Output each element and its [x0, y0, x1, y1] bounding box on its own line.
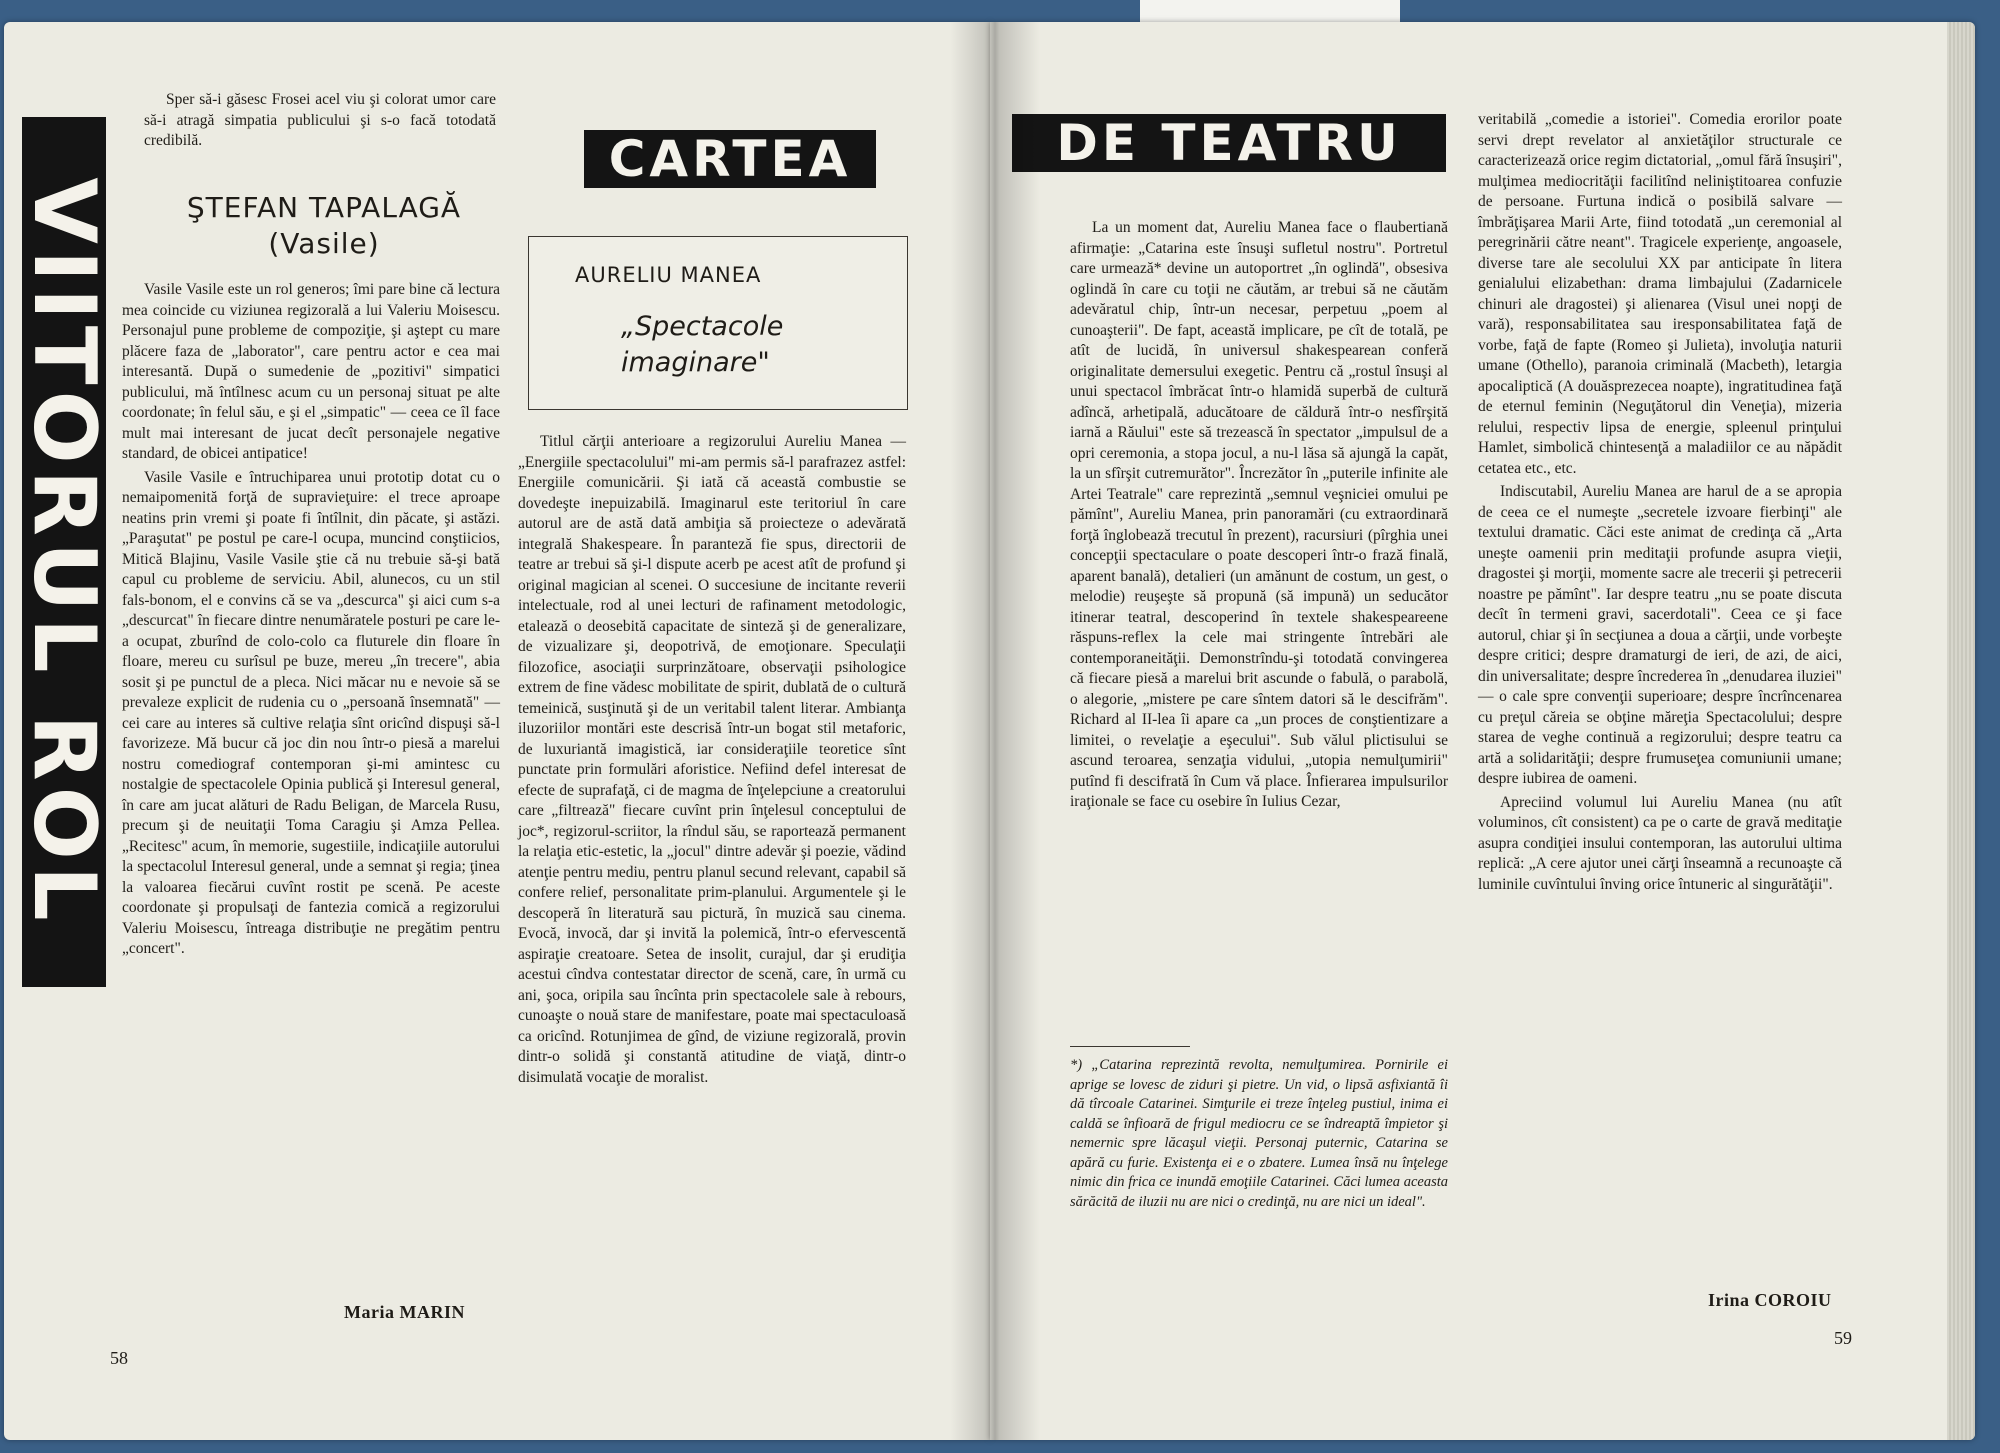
intro-paragraph-block	[144, 90, 496, 155]
book-title: „Spectacole imaginare"	[621, 311, 784, 378]
vertical-title-block	[14, 117, 114, 987]
paragraph: La un moment dat, Aureliu Manea face o flaubertiană afirmaţie: „Catarina este însuşi sufletul nostru". Portretul care urmează* devine un autoportret „în oglindă", obsesiva oglindă în care cu toţii ne căutăm, ar trebui să ne căutăm adevăratul chip, într-un necesar, perpetuu „poem al cunoaşterii". De fapt, această implicare, pe cît de totală, pe atît de lucidă, în universul shakespearean conferă originalitate demersului exegetic. Pentru că „rostul însuşi al unui spectacol îmbrăcat într-o hlamidă superbă de cultură adîncă, arhetipală, aducătoare de căldură într-o nesfîrşită iarnă a Răului" este să trezească în spectator „impulsul de a opri ceremonia, a stopa jocul, a nu-l lăsa să ajungă la capăt, la un sfîrşit cutremurător". Încrezător în „puterile infinite ale Artei Teatrale" care reprezintă „semnul veşniciei omului pe pămînt", Aureliu Manea, prin panoramări (cu extraordinară forţă înglobează trecutul în prezent), racursiuri (pîrghia unei concepţii spectaculare o poate descoperi într-o frază finală, aparent banală), detalieri (un amănunt de costum, un gest, o melodie) reuşeşte să propună (să impună) un seducător itinerar teatral, descoperind în textele shakespeareene răspuns-reflex la cele mai stringente întrebări ale contemporaneităţii. Demonstrîndu-şi totodată convingerea că fiecare piesă a marelui brit ascunde o fabulă, o parabolă, o alegorie, „mistere pe care sîntem datori să le descifrăm". Richard al II-lea îi apare ca „un proces de conştientizare a limitei, o revelaţie a eşecului". Sub vălul plictisului se ascund teroarea, senzaţia vidului, „utopia nemulţumirii" putînd fi descifrată în Cum vă place. Înfierarea impulsurilor iraţionale se face cu osebire în Iulius Cezar,	[1070, 219, 1448, 810]
intro-paragraph: Sper să-i găsesc Frosei acel viu şi colorat umor care să-i atragă simpatia publicului şi s-o facă totodată credibilă.	[144, 91, 496, 149]
banner-de-teatru: DE TEATRU	[1012, 114, 1446, 172]
paragraph: Indiscutabil, Aureliu Manea are harul de a se apropia de ceea ce el numeşte „secretele izvoare fierbinţi" ale textului dramatic. Căci este animat de credinţa că „Arta uneşte oamenii prin meditaţii profunde asupra vieţii, dragostei şi morţii, momente sacre ale trecerii şi petrecerii noastre pe pămînt". Iar despre teatru „nu se poate discuta decît în termeni gravi, sacerdotali". Ceea ce şi face autorul, chiar şi în secţiunea a doua a cărţii, unde vorbeşte despre critici; despre dramaturgi de ieri, de azi, de aici, din universalitate; despre încrederea în „denudarea iluziei" — o cale spre convenţii superioare; despre încrîncenarea cu preţul căreia se obţine măreţia Spectacolului; despre starea de veghe continuă a regizorului; despre teatru ca artă a solidarităţii; despre frumuseţea comuniunii umane; despre iubirea de oameni.	[1478, 483, 1842, 787]
footnote: *) „Catarina reprezintă revolta, nemulţumirea. Pornirile ei aprige se lovesc de ziduri şi pietre. Un vid, o lipsă asfixiantă îi dă tîrcoale Catarinei. Simţurile ei treze înţeleg pustiul, inima ei caldă se înfioară de frigul mediocru ce se îndreaptă împietor şi nemernic spre lăcaşul vieţii. Personaj puternic, Catarina se apără cu furie. Existenţa ei e o zbatere. Lumea însă nu înţelege nimic din frica ce inundă emoţiile Catarinei. Căci lumea aceasta sărăcită de iluzii nu are nici o credinţă, nu are nici un ideal".	[1070, 1057, 1448, 1210]
paragraph: Titlul cărţii anterioare a regizorului Aureliu Manea — „Energiile spectacolului" mi-am permis să-l parafrazez astfel: Energiile comunicării. Şi iată că această combustie se dovedeşte inepuizabilă. Imaginarul este teritoriul în care autorul are de astă dată ambiţia să proiecteze o adevărată integrală Shakespeare. În paranteză fie spus, directorii de teatre ar trebui să şi-l dispute acerb pe acest atît de profund şi original magician al scenei. O succesiune de incitante reverii intelectuale, rod al unei lecturi de rafinament metodologic, etalează o deosebită capacitate de sinteză şi de generalizare, de vizualizare şi, deopotrivă, de emoţionare. Speculaţii filozofice, asociaţii surprinzătoare, observaţii psihologice extrem de fine vădesc mobilitate de spirit, dublată de o cultură temeinică, susţinută şi de un veritabil talent literar. Ambianţa iluzoriilor montări este descrisă într-un bogat stil metaforic, de luxuriantă imagistică, iar consideraţiile teoretice sînt punctate prin formulări aforistice. Nefiind defel interesat de efecte de suprafaţă, ci de magma de înţelepciune a creatorului care „filtrează" fiecare cuvînt prin înţelesul conceptului de joc*, regizorul-scriitor, la rîndul său, se raportează permanent la relaţia etic-estetic, la „jocul" dintre adevăr şi poezie, vădind atenţie pentru mediu, pentru planul secund relevant, capabil să confere relief, personalitate prim-planului. Argumentele şi le descoperă în literatură sau pictură, în muzică sau cinema. Evocă, invocă, dar şi invită la polemică, într-o efervescentă aspiraţie creatoare. Setea de insolit, curajul, dar şi erudiţia acestui cîndva contestatar director de scenă, care, în urmă cu ani, şoca, oripila sau încînta prin spectacolele sale à rebours, cunoaşte o nouă stare de manifestare, poate mai spectaculoasă ca oricînd. Rotunjimea de gînd, de viziune regizorală, provin dintr-o solidă şi constantă atitudine de viaţă, dintr-o disimulată vocaţie de moralist.	[518, 433, 906, 1086]
paper-tab	[1140, 0, 1400, 22]
column-4	[1478, 110, 1842, 898]
banner-cartea: CARTEA	[584, 130, 876, 188]
left-page	[4, 22, 990, 1440]
footnote-rule	[1070, 1046, 1190, 1047]
signature-right: Irina COROIU	[1708, 1290, 1832, 1310]
right-page	[990, 22, 1975, 1440]
page-edge	[1947, 22, 1975, 1440]
paragraph: Vasile Vasile e întruchiparea unui prototip dotat cu o nemaipomenită forţă de supravieţuire: el trece aproape neatins prin vremi şi poate fi întîlnit, din păcate, şi astăzi. „Paraşutat" pe postul pe care-l ocupa, muncind conştiicios, Mitică Blajinu, Vasile Vasile ştie că nu trebuie să-şi bată capul cu probleme de serviciu. Abil, alunecos, cu un stil fals-bonom, el e convins că se va „descurca" şi aici cum s-a „descurcat" în fiecare dintre nenumăratele posturi pe care le-a ocupat, zburînd de colo-colo ca fluturele din floare în floare, mereu cu surîsul pe buze, mereu „în trecere", abia sosit şi pe punctul de a pleca. Nici măcar nu e nevoie să se prevaleze explicit de rudenia cu o „persoană însemnată" — cei care au interes să cultive relaţia sînt oricînd dispuşi să-l favorizeze. Mă bucur că joc din nou într-o piesă a marelui nostru comediograf contemporan şi-mi amintesc cu nostalgie de spectacolele Opinia publică şi Interesul general, în care am jucat alături de Radu Beligan, de Marcela Rusu, precum şi de neuitaţii Toma Caragiu şi Amza Pellea. „Recitesc" acum, în memorie, sugestiile, indicaţiile autorului la spectacolul Interesul general, unde a semnat şi regia; ţinea la valoarea fiecărui cuvînt rostit pe scenă. Pe aceste coordonate şi propulsaţi de fantezia comică a regizorului Valeriu Moisescu, întreaga distribuţie ne pregătim pentru „concert".	[122, 468, 500, 957]
actor-heading	[144, 190, 504, 262]
book-author: AURELIU MANEA	[575, 263, 762, 287]
paragraph: Vasile Vasile este un rol generos; îmi pare bine că lectura mea coincide cu viziunea regizorală a lui Valeriu Moisescu. Personajul pune probleme de compoziţie, şi aştept cu mare plăcere faza de „laborator", care pentru actor e cea mai interesantă. După o sumedenie de „pozitivi" simpatici publicului, mă întîlnesc acum cu un personaj situat pe alte coordonate; în felul său, e şi el „simpatic" — ceea ce îl face mult mai interesant de jucat decît personajele negative standard, de obicei antipatice!	[122, 281, 500, 462]
actor-name: ŞTEFAN TAPALAGĂ	[186, 191, 462, 224]
paragraph: veritabilă „comedie a istoriei". Comedia erorilor poate servi drept revelator al anxietăţilor structurale ce caracterizează orice regim dictatorial, „omul fără însuşiri", mulţimea mediocrităţii facilitînd neliniştitoarea confuzie de persoane. Furtuna indică o posibilă salvare — îmbrăţişarea Marii Arte, fiind totodată „un ceremonial al peregrinării către neant". Tragicele experienţe, angoasele, diverse tare ale secolului XX par anticipate în litera genialului elizabethan: drama limbajului (Zadarnicele chinuri ale dragostei) şi alienarea (Visul unei nopţi de vară), responsabilitatea sau iresponsabilitatea faţă de vorbe, faţă de fapte (Romeo şi Julieta), involuţia naturii umane (Othello), paranoia criminală (Macbeth), letargia apocaliptică (A douăsprezecea noapte), ingratitudinea faţă de eternul feminin (Neguţătorul din Veneţia), mizeria relului, respectiv lipsa de energie, spleenul prinţului Hamlet, simbolică chintesenţă a maladiilor ce au năpădit cetatea etc., etc.	[1478, 111, 1842, 477]
column-2	[518, 432, 906, 1091]
page-number-left: 58	[110, 1348, 128, 1368]
vertical-title: VIITORUL ROL	[14, 177, 114, 927]
column-3	[1070, 218, 1448, 816]
actor-role: (Vasile)	[268, 227, 380, 260]
book-box	[528, 236, 908, 410]
paragraph: Apreciind volumul lui Aureliu Manea (nu atît voluminos, cît consistent) ca pe o carte de gravă meditaţie asupra condiţiei insului contemporan, las autorului ultima replică: „A cere ajutor unei cărţi înseamnă a recunoaşte că luminile cuvîntului înving orice întuneric al singurătăţii".	[1478, 793, 1842, 893]
column-1	[122, 280, 500, 963]
signature-left: Maria MARIN	[344, 1302, 465, 1322]
page-number-right: 59	[1834, 1328, 1852, 1348]
